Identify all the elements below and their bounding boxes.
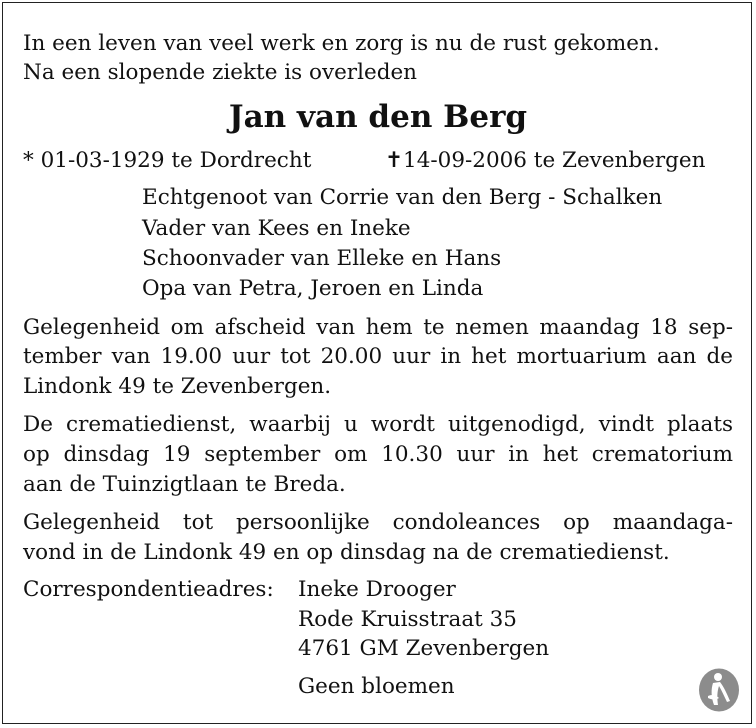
figure-logo-icon	[697, 667, 741, 713]
relation-line: Schoonvader van Elleke en Hans	[142, 246, 502, 271]
farewell-line: Lindonk 49 te Zevenbergen.	[23, 374, 332, 399]
correspondence-name: Ineke Drooger	[298, 577, 456, 602]
relation-line: Vader van Kees en Ineke	[142, 216, 411, 241]
correspondence-city: 4761 GM Zevenbergen	[298, 636, 550, 661]
no-flowers-note: Geen bloemen	[298, 674, 455, 699]
birth-date: * 01-03-1929 te Dordrecht	[23, 148, 312, 173]
condolence-line: vond in de Lindonk 49 en op dinsdag na de crematiedienst.	[23, 540, 670, 565]
intro-line-1: In een leven van veel werk en zorg is nu de rust gekomen.	[23, 31, 660, 56]
farewell-line: tember van 19.00 uur tot 20.00 uur in het mortuarium aan de	[23, 344, 733, 369]
cremation-line: De crematiedienst, waarbij u wordt uitgenodigd, vindt plaats	[23, 412, 733, 437]
correspondence-street: Rode Kruisstraat 35	[298, 607, 517, 632]
correspondence-label: Correspondentieadres:	[23, 577, 274, 602]
deceased-name: Jan van den Berg	[228, 99, 528, 135]
death-date: ✝14-09-2006 te Zevenbergen	[385, 148, 706, 173]
intro-line-2: Na een slopende ziekte is overleden	[23, 60, 418, 85]
relation-line: Echtgenoot van Corrie van den Berg - Schalken	[142, 185, 663, 210]
condolence-line: Gelegenheid tot persoonlijke condoleances op maandaga-	[23, 510, 733, 535]
farewell-line: Gelegenheid om afscheid van hem te nemen maandag 18 sep-	[23, 315, 733, 340]
relation-line: Opa van Petra, Jeroen en Linda	[142, 276, 484, 301]
cremation-line: op dinsdag 19 september om 10.30 uur in het crematorium	[23, 442, 733, 467]
cremation-line: aan de Tuinzigtlaan te Breda.	[23, 472, 346, 497]
